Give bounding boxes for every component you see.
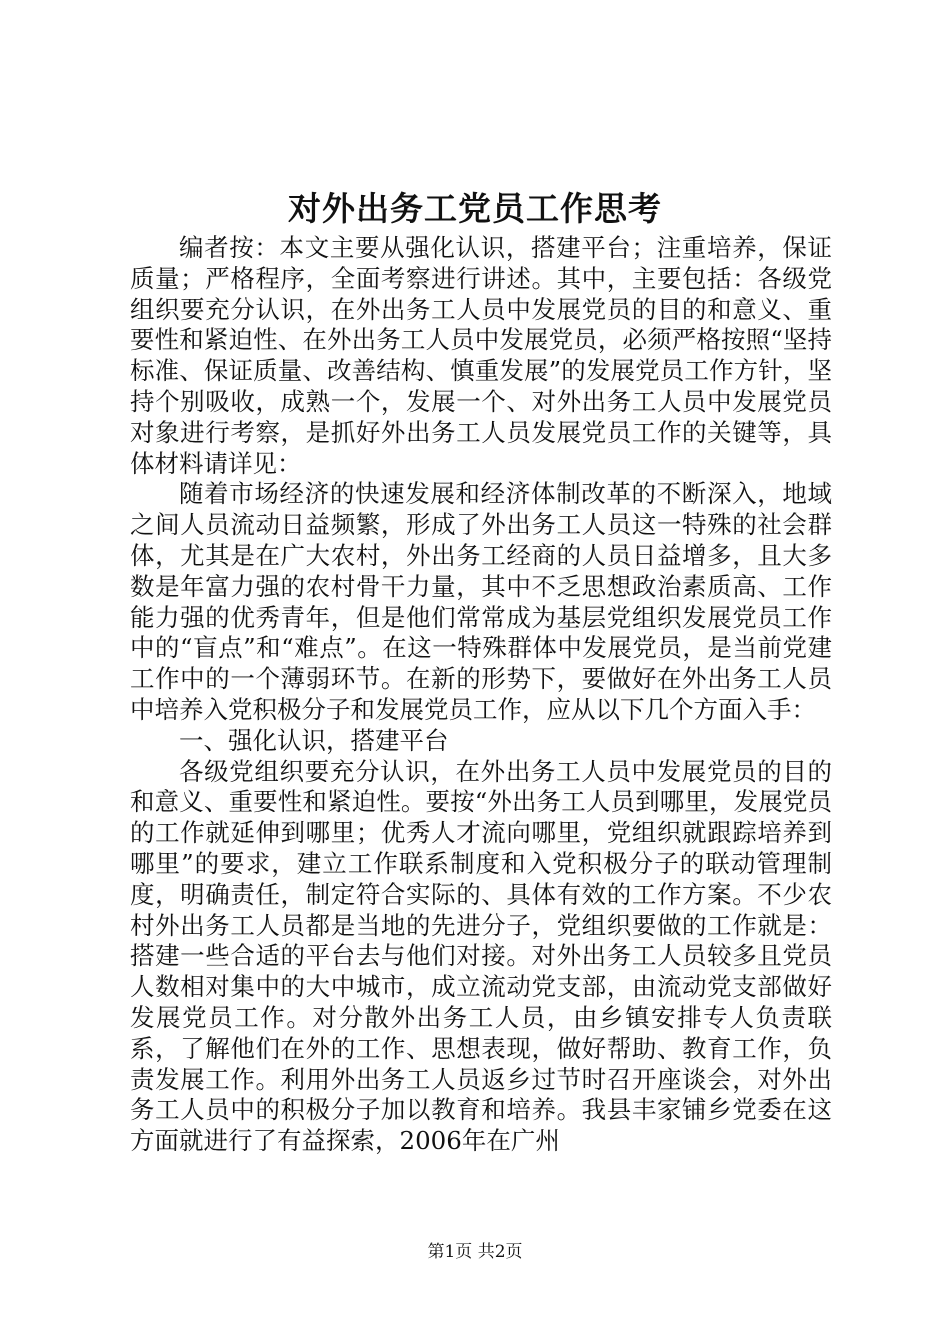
editor-note-paragraph: 编者按：本文主要从强化认识，搭建平台；注重培养，保证质量；严格程序，全面考察进行讲述。其中，主要包括：各级党组织要充分认识，在外出务工人员中发展党员的目的和意义、重要性和紧迫性、在外出务工人员中发展党员，必须严格按照“坚持标准、保证质量、改善结构、慎重发展”的发展党员工作方针，坚持个别吸收，成熟一个，发展一个、对外出务工人员中发展党员对象进行考察，是抓好外出务工人员发展党员工作的关键等，具体材料请详见： <box>130 233 832 478</box>
page-number-footer: 第1页 共2页 <box>427 1242 523 1262</box>
document-body <box>130 233 832 1157</box>
section-heading: 一、强化认识，搭建平台 <box>179 725 449 755</box>
intro-paragraph: 随着市场经济的快速发展和经济体制改革的不断深入，地域之间人员流动日益频繁，形成了外出务工人员这一特殊的社会群体，尤其是在广大农村，外出务工经商的人员日益增多，且大多数是年富力强的农村骨干力量，其中不乏思想政治素质高、工作能力强的优秀青年，但是他们常常成为基层党组织发展党员工作中的“盲点”和“难点”。在这一特殊群体中发展党员，是当前党建工作中的一个薄弱环节。在新的形势下，要做好在外出务工人员中培养入党积极分子和发展党员工作，应从以下几个方面入手： <box>130 479 832 724</box>
section-paragraph: 各级党组织要充分认识，在外出务工人员中发展党员的目的和意义、重要性和紧迫性。要按“外出务工人员到哪里，发展党员的工作就延伸到哪里；优秀人才流向哪里，党组织就跟踪培养到哪里”的要求，建立工作联系制度和入党积极分子的联动管理制度，明确责任，制定符合实际的、具体有效的工作方案。不少农村外出务工人员都是当地的先进分子，党组织要做的工作就是：搭建一些合适的平台去与他们对接。对外出务工人员较多且党员人数相对集中的大中城市，成立流动党支部，由流动党支部做好发展党员工作。对分散外出务工人员，由乡镇安排专人负责联系，了解他们在外的工作、思想表现，做好帮助、教育工作，负责发展工作。利用外出务工人员返乡过节时召开座谈会，对外出务工人员中的积极分子加以教育和培养。我县丰家铺乡党委在这方面就进行了有益探索，2006年在广州 <box>130 756 832 1156</box>
document-title: 对外出务工党员工作思考 <box>288 189 662 228</box>
